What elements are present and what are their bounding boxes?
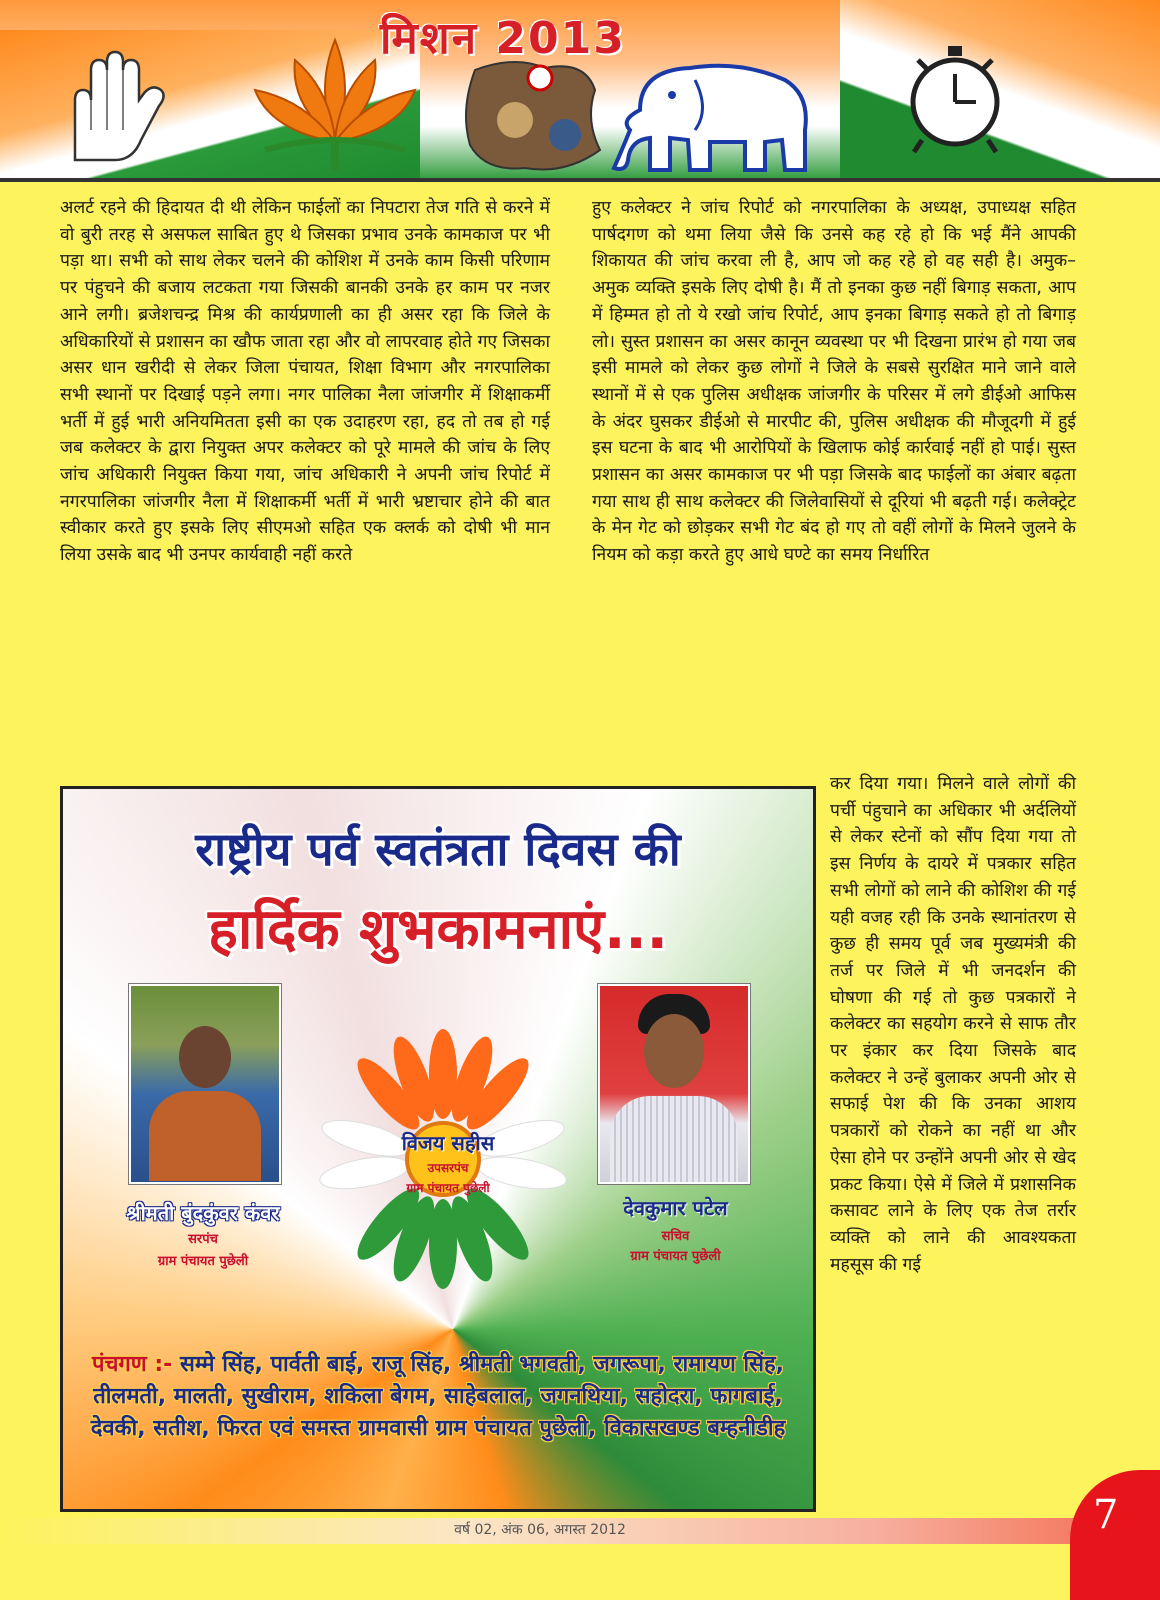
- secretary-place: ग्राम पंचायत पुछेली: [630, 1249, 721, 1264]
- sarpanch-place: ग्राम पंचायत पुछेली: [157, 1254, 249, 1269]
- secretary-name: देवकुमार पटेल: [623, 1196, 728, 1220]
- deputy-sarpanch-name: विजय सहीस: [401, 1131, 495, 1155]
- map-collage-image: [455, 50, 605, 175]
- header-banner: [0, 0, 1160, 180]
- article-column-3: कर दिया गया। मिलने वाले लोगों की पर्ची पंहुचाने का अधिकार भी अर्दलियों से लेकर स्टेनों को सौंप दिया गया तो इस निर्णय के दायरे में पत्रकार सहित सभी लोगों को लाने की कोशिश की गई यही वजह रही कि उनके स्थानांतरण से कुछ ही समय पूर्व जब मुख्यमंत्री की तर्ज पर जिले में भी जनदर्शन की घोषणा की गई तो कुछ पत्रकारों ने कलेक्टर का सहयोग करने से साफ तौर पर इंकार कर दिया जिसके बाद कलेक्टर ने उन्हें बुलाकर अपनी ओर से सफाई पेश की कि उनका आशय पत्रकारों को रोकने का नहीं था और ऐसा होने पर उन्होंने अपनी ओर से खेद प्रकट किया। ऐसे में जिले में प्रशासनिक कसावट लाने के लिए एक तेज तर्रार व्यक्ति को लाने की आवश्यकता महसूस की गई: [830, 774, 1076, 1275]
- hand-symbol-icon: [45, 40, 185, 165]
- sarpanch-name: श्रीमती बुंदकुंवर कंवर: [126, 1201, 280, 1225]
- ad-subheading: हार्दिक शुभकामनाएं...: [208, 897, 668, 962]
- panch-members-list: [83, 1349, 793, 1445]
- panch-members-names: सम्मे सिंह, पार्वती बाई, राजू सिंह, श्रीमती भगवती, जगरूपा, रामायण सिंह, तीलमती, मालती, सुखीराम, शकिला बेगम, साहेबलाल, जगनथिया, सहोदरा, फागबाई, देवकी, सतीश, फिरत एवं समस्त ग्रामवासी ग्राम पंचायत पुछेली, विकासखण्ड बम्हनीडीह: [90, 1352, 786, 1441]
- sarpanch-role: सरपंच: [188, 1232, 218, 1247]
- article-column-1: अलर्ट रहने की हिदायत दी थी लेकिन फाईलों का निपटारा तेज गति से करने में वो बुरी तरह से असफल साबित हुए थे जिसका प्रभाव उनके कामकाज पर भी पड़ा था। सभी को साथ लेकर चलने की कोशिश में उनके काम किसी परिणाम पर पंहुचने की बजाय लटकता गया जिसकी बानकी उनके हर काम पर नजर आने लगी। ब्रजेशचन्द्र मिश्र की कार्यप्रणाली का ही असर रहा कि जिले के अधिकारियों से प्रशासन का खौफ जाता रहा और वो लापरवाह होते गए जिसका असर धान खरीदी से लेकर जिला पंचायत, शिक्षा विभाग और नगरपालिका सभी स्थानों पर दिखाई पड़ने लगा। नगर पालिका नैला जांजगीर में शिक्षाकर्मी भर्ती में हुई भारी अनियमितता इसी का एक उदाहरण रहा, हद तो तब हो गई जब कलेक्टर के द्वारा नियुक्त अपर कलेक्टर को पूरे मामले की जांच के लिए जांच अधिकारी नियुक्त किया गया, जांच अधिकारी ने अपनी जांच रिपोर्ट में नगरपालिका जांजगीर नैला में शिक्षाकर्मी भर्ती में भारी भ्रष्टाचार होने की बात स्वीकार करते हुए इसके लिए सीएमओ सहित एक क्लर्क को दोषी भी मान लिया उसके बाद भी उनपर कार्यवाही नहीं करते: [60, 198, 550, 566]
- page-number: 7: [1093, 1492, 1119, 1538]
- greeting-advertisement: [60, 786, 816, 1512]
- sarpanch-photo: [129, 984, 281, 1184]
- secretary-photo: [598, 984, 750, 1184]
- banner-title: मिशन 2013: [380, 13, 626, 64]
- panch-members-label: पंचगण :-: [91, 1352, 173, 1377]
- banner-divider: [0, 178, 1160, 182]
- deputy-sarpanch-role: उपसरपंच: [427, 1161, 469, 1175]
- elephant-symbol-icon: [600, 50, 830, 175]
- clock-symbol-icon: [900, 40, 1010, 155]
- issue-info: वर्ष 02, अंक 06, अगस्त 2012: [454, 1522, 626, 1538]
- deputy-sarpanch-place: ग्राम पंचायत पुछेली: [406, 1181, 490, 1195]
- secretary-role: सचिव: [661, 1229, 690, 1244]
- ad-heading: राष्ट्रीय पर्व स्वतंत्रता दिवस की: [195, 822, 681, 876]
- article-column-2: हुए कलेक्टर ने जांच रिपोर्ट को नगरपालिका के अध्यक्ष, उपाध्यक्ष सहित पार्षदगण को थमा लिया जैसे कि उनसे कह रहे हो कि भई मैंने आपकी शिकायत की जांच करवा ली है, आप जो कह रहे हो वह सही है। अमुक–अमुक व्यक्ति इसके लिए दोषी है। मैं तो इनका कुछ नहीं बिगाड़ सकता, आप में हिम्मत हो तो ये रखो जांच रिपोर्ट, आप इनका बिगाड़ सकते हो तो बिगाड़ लो। सुस्त प्रशासन का असर कानून व्यवस्था पर भी दिखना प्रारंभ हो गया जब इसी मामले को लेकर कुछ लोगों ने जिले के सबसे सुरक्षित माने जाने वाले स्थानों में से एक पुलिस अधीक्षक जांजगीर के परिसर में लगे डीईओ आफिस के अंदर घुसकर डीईओ से मारपीट की, पुलिस अधीक्षक की मौजूदगी में हुई इस घटना के बाद भी आरोपियों के खिलाफ कोई कार्रवाई नहीं हो पाई। सुस्त प्रशासन का असर कामकाज पर भी पड़ा जिसके बाद फाईलों का अंबार बढ़ता गया साथ ही साथ कलेक्टर की जिलेवासियों से दूरियां भी बढ़ती गई। कलेक्ट्रेट के मेन गेट को छोड़कर सभी गेट बंद हो गए तो वहीं लोगों के मिलने जुलने के नियम को कड़ा करते हुए आधे घण्टे का समय निर्धारित: [592, 198, 1076, 566]
